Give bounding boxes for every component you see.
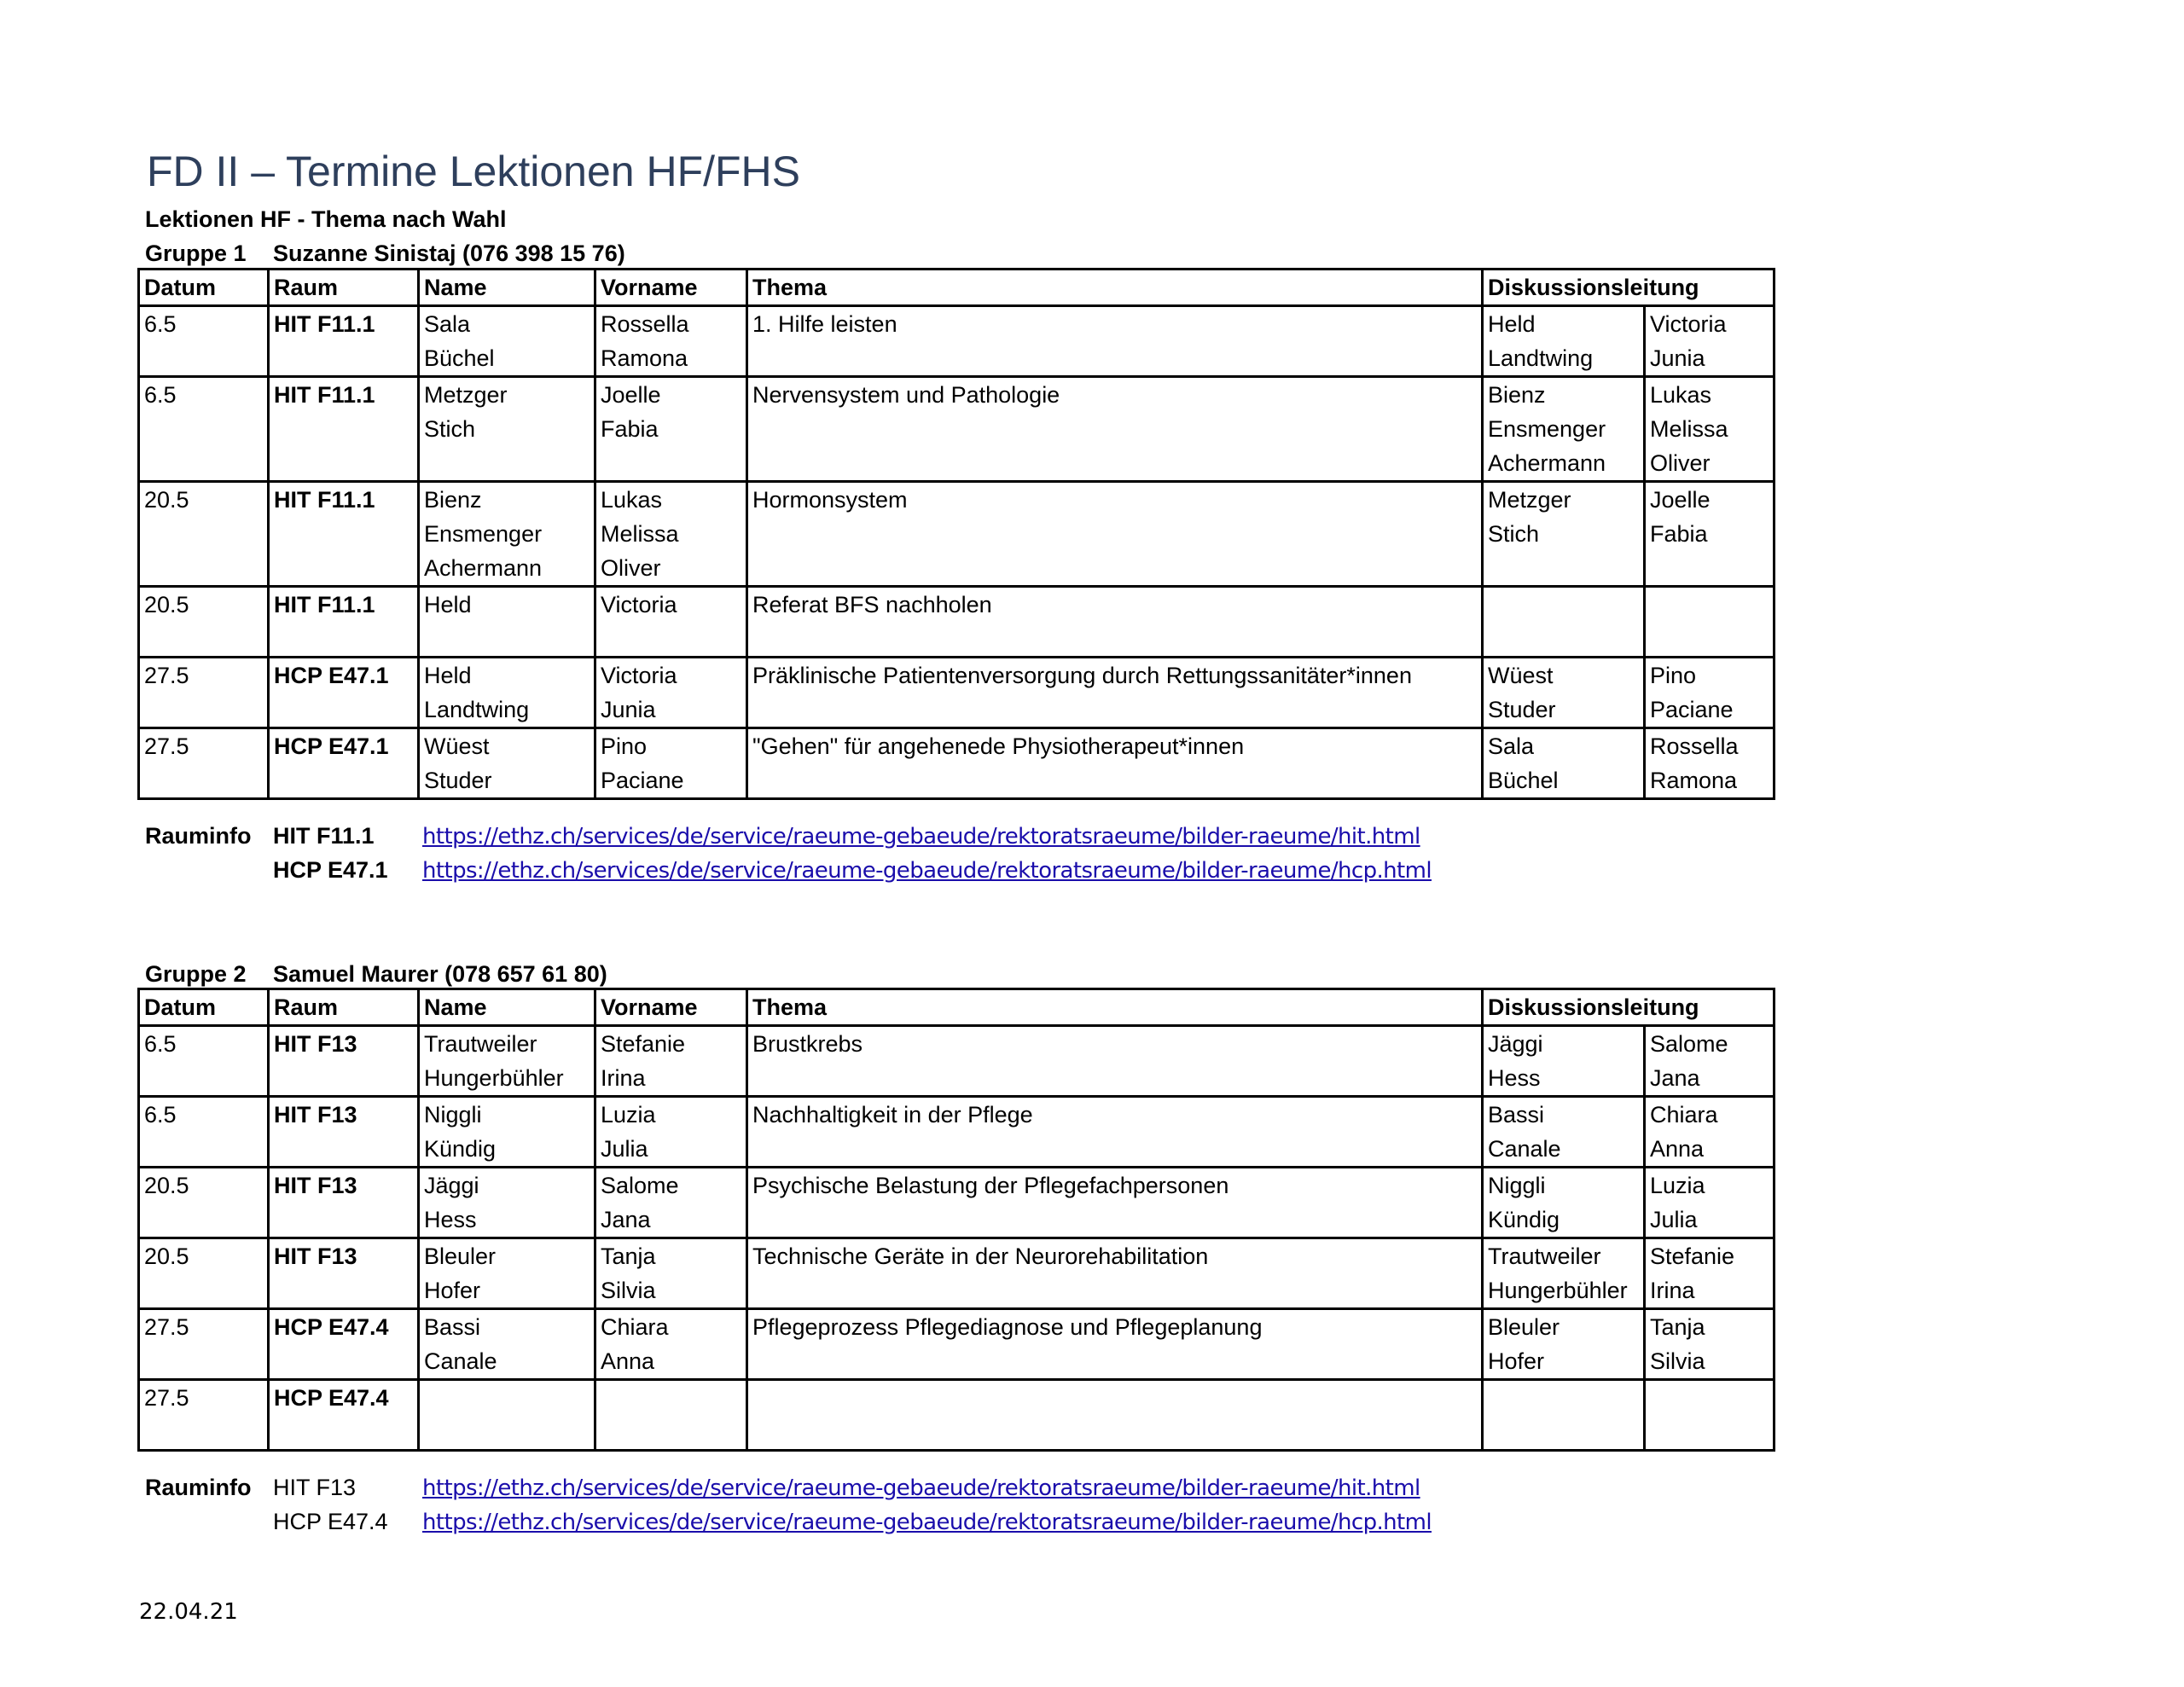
dl-name-value bbox=[1488, 588, 1639, 622]
name-value: Kündig bbox=[424, 1136, 497, 1162]
table-row bbox=[139, 1309, 1774, 1380]
rauminfo-label: Rauminfo bbox=[145, 823, 252, 849]
dl-name-value: Studer bbox=[1488, 697, 1556, 722]
col-header-thema: Thema bbox=[747, 989, 1483, 1026]
cell-datum bbox=[139, 658, 269, 728]
cell-vorname bbox=[595, 377, 747, 482]
dl-vorname-value: Lukas bbox=[1650, 382, 1712, 408]
cell-datum bbox=[139, 377, 269, 482]
spacer bbox=[144, 412, 263, 446]
name-value bbox=[424, 1415, 590, 1449]
cell-thema bbox=[747, 1097, 1483, 1168]
cell-dl-name bbox=[1483, 587, 1645, 658]
table-header-row bbox=[139, 989, 1774, 1026]
thema-value: Brustkrebs bbox=[752, 1031, 863, 1057]
col-header-vorname: Vorname bbox=[595, 989, 747, 1026]
vorname-value: Melissa bbox=[601, 521, 679, 547]
page-subtitle: Lektionen HF - Thema nach Wahl bbox=[145, 206, 507, 232]
raum-value: HCP E47.4 bbox=[274, 1314, 389, 1340]
col-header-diskussionsleitung: Diskussionsleitung bbox=[1483, 270, 1774, 306]
dl-vorname-value: Fabia bbox=[1650, 521, 1708, 547]
cell-dl-name bbox=[1483, 1097, 1645, 1168]
dl-name-value: Sala bbox=[1488, 733, 1535, 759]
thema-value: "Gehen" für angehenede Physiotherapeut*innen bbox=[752, 733, 1245, 759]
datum-value: 27.5 bbox=[144, 1385, 189, 1411]
vorname-value bbox=[601, 446, 741, 480]
dl-name-value: Achermann bbox=[1488, 450, 1606, 476]
vorname-value bbox=[601, 622, 741, 656]
name-value: Niggli bbox=[424, 1102, 482, 1128]
cell-name bbox=[419, 1309, 595, 1380]
vorname-value: Victoria bbox=[601, 592, 677, 617]
rauminfo-room: HIT F13 bbox=[273, 1475, 357, 1500]
col-header-thema: Thema bbox=[747, 270, 1483, 306]
cell-name bbox=[419, 482, 595, 587]
name-value: Jäggi bbox=[424, 1173, 479, 1198]
vorname-value: Jana bbox=[601, 1207, 651, 1232]
cell-vorname bbox=[595, 658, 747, 728]
raum-value: HCP E47.1 bbox=[274, 663, 389, 688]
dl-name-value bbox=[1488, 622, 1639, 656]
col-header-raum: Raum bbox=[269, 270, 419, 306]
table-row bbox=[139, 377, 1774, 482]
dl-name-value: Büchel bbox=[1488, 768, 1559, 793]
cell-raum bbox=[269, 482, 419, 587]
dl-name-value: Landtwing bbox=[1488, 345, 1594, 371]
cell-raum bbox=[269, 1238, 419, 1309]
raum-value: HIT F13 bbox=[274, 1031, 357, 1057]
spacer bbox=[144, 622, 263, 656]
vorname-value: Oliver bbox=[601, 555, 661, 581]
spacer bbox=[144, 1203, 263, 1237]
group-leader: Samuel Maurer (078 657 61 80) bbox=[273, 961, 607, 987]
cell-thema bbox=[747, 1026, 1483, 1097]
name-value: Held bbox=[424, 663, 472, 688]
name-value: Sala bbox=[424, 311, 471, 337]
cell-name bbox=[419, 1238, 595, 1309]
spacer bbox=[144, 1273, 263, 1307]
table-row bbox=[139, 482, 1774, 587]
thema-value: Präklinische Patientenversorgung durch Rettungssanitäter*innen bbox=[752, 663, 1412, 688]
vorname-value bbox=[601, 1415, 741, 1449]
cell-name bbox=[419, 1380, 595, 1451]
name-value: Bleuler bbox=[424, 1244, 497, 1269]
vorname-value: Junia bbox=[601, 697, 656, 722]
table-row bbox=[139, 728, 1774, 799]
raum-value: HIT F11.1 bbox=[274, 311, 375, 337]
col-header-name: Name bbox=[419, 270, 595, 306]
dl-vorname-value bbox=[1650, 1381, 1769, 1415]
vorname-value: Chiara bbox=[601, 1314, 669, 1340]
cell-dl-name bbox=[1483, 482, 1645, 587]
vorname-value: Paciane bbox=[601, 768, 684, 793]
cell-dl-name bbox=[1483, 1309, 1645, 1380]
spacer bbox=[144, 446, 263, 480]
table-row bbox=[139, 587, 1774, 658]
cell-dl-vorname bbox=[1645, 1168, 1774, 1238]
dl-name-value bbox=[1488, 1415, 1639, 1449]
table-row bbox=[139, 1168, 1774, 1238]
cell-dl-vorname bbox=[1645, 587, 1774, 658]
raum-value: HIT F13 bbox=[274, 1173, 357, 1198]
spacer bbox=[144, 1415, 263, 1449]
cell-thema bbox=[747, 1380, 1483, 1451]
dl-vorname-value bbox=[1650, 588, 1769, 622]
datum-value: 27.5 bbox=[144, 663, 189, 688]
table-header-row bbox=[139, 270, 1774, 306]
dl-name-value: Jäggi bbox=[1488, 1031, 1543, 1057]
spacer bbox=[144, 763, 263, 797]
footer-date: 22.04.21 bbox=[139, 1599, 238, 1625]
dl-vorname-value: Chiara bbox=[1650, 1102, 1718, 1128]
cell-datum bbox=[139, 482, 269, 587]
cell-dl-name bbox=[1483, 1168, 1645, 1238]
cell-name bbox=[419, 306, 595, 377]
vorname-value: Stefanie bbox=[601, 1031, 686, 1057]
name-value: Held bbox=[424, 592, 472, 617]
cell-dl-name bbox=[1483, 306, 1645, 377]
cell-vorname bbox=[595, 1238, 747, 1309]
dl-vorname-value: Pino bbox=[1650, 663, 1697, 688]
dl-vorname-value: Ramona bbox=[1650, 768, 1738, 793]
cell-vorname bbox=[595, 1026, 747, 1097]
spacer bbox=[144, 1061, 263, 1095]
thema-value: Technische Geräte in der Neurorehabilitation bbox=[752, 1244, 1209, 1269]
cell-vorname bbox=[595, 728, 747, 799]
rauminfo-label: Rauminfo bbox=[145, 1475, 252, 1500]
cell-datum bbox=[139, 1097, 269, 1168]
dl-name-value: Bienz bbox=[1488, 382, 1546, 408]
dl-name-value: Hungerbühler bbox=[1488, 1278, 1628, 1303]
cell-datum bbox=[139, 1238, 269, 1309]
dl-name-value: Trautweiler bbox=[1488, 1244, 1601, 1269]
col-header-diskussionsleitung: Diskussionsleitung bbox=[1483, 989, 1774, 1026]
cell-datum bbox=[139, 1380, 269, 1451]
thema-value: Hormonsystem bbox=[752, 487, 908, 513]
dl-vorname-value bbox=[1650, 551, 1769, 585]
cell-name bbox=[419, 658, 595, 728]
vorname-value: Fabia bbox=[601, 416, 659, 442]
dl-vorname-value: Junia bbox=[1650, 345, 1705, 371]
dl-name-value bbox=[1488, 551, 1639, 585]
cell-thema bbox=[747, 1238, 1483, 1309]
cell-vorname bbox=[595, 587, 747, 658]
dl-vorname-value: Rossella bbox=[1650, 733, 1739, 759]
cell-datum bbox=[139, 306, 269, 377]
rauminfo-row bbox=[145, 819, 1432, 853]
vorname-value: Victoria bbox=[601, 663, 677, 688]
raum-value: HIT F11.1 bbox=[274, 487, 375, 513]
vorname-value: Tanja bbox=[601, 1244, 656, 1269]
name-value: Ensmenger bbox=[424, 521, 543, 547]
group-2-heading bbox=[145, 961, 607, 988]
table-row bbox=[139, 306, 1774, 377]
raum-value: HIT F13 bbox=[274, 1102, 357, 1128]
dl-name-value: Bassi bbox=[1488, 1102, 1545, 1128]
spacer bbox=[144, 693, 263, 727]
name-value: Hofer bbox=[424, 1278, 481, 1303]
cell-dl-vorname bbox=[1645, 1238, 1774, 1309]
vorname-value bbox=[601, 1381, 741, 1415]
dl-vorname-value: Salome bbox=[1650, 1031, 1728, 1057]
thema-value: Nachhaltigkeit in der Pflege bbox=[752, 1102, 1033, 1128]
cell-dl-name bbox=[1483, 1026, 1645, 1097]
name-value: Achermann bbox=[424, 555, 543, 581]
name-value bbox=[424, 1381, 590, 1415]
cell-dl-name bbox=[1483, 1238, 1645, 1309]
name-value: Büchel bbox=[424, 345, 495, 371]
col-header-raum: Raum bbox=[269, 989, 419, 1026]
name-value: Studer bbox=[424, 768, 492, 793]
dl-name-value: Kündig bbox=[1488, 1207, 1560, 1232]
dl-vorname-value: Paciane bbox=[1650, 697, 1734, 722]
cell-raum bbox=[269, 728, 419, 799]
dl-vorname-value bbox=[1650, 1415, 1769, 1449]
rauminfo-row bbox=[145, 853, 1432, 887]
cell-raum bbox=[269, 1380, 419, 1451]
datum-value: 20.5 bbox=[144, 1173, 189, 1198]
dl-name-value: Metzger bbox=[1488, 487, 1571, 513]
dl-vorname-value: Irina bbox=[1650, 1278, 1695, 1303]
name-value: Canale bbox=[424, 1348, 497, 1374]
name-value: Metzger bbox=[424, 382, 508, 408]
cell-name bbox=[419, 377, 595, 482]
table-row bbox=[139, 1097, 1774, 1168]
name-value bbox=[424, 446, 590, 480]
cell-datum bbox=[139, 1168, 269, 1238]
spacer bbox=[144, 341, 263, 375]
cell-datum bbox=[139, 1309, 269, 1380]
col-header-name: Name bbox=[419, 989, 595, 1026]
dl-vorname-value: Julia bbox=[1650, 1207, 1698, 1232]
cell-name bbox=[419, 1168, 595, 1238]
cell-dl-vorname bbox=[1645, 1097, 1774, 1168]
datum-value: 20.5 bbox=[144, 487, 189, 513]
page-title: FD II – Termine Lektionen HF/FHS bbox=[147, 148, 801, 195]
rauminfo-room: HCP E47.1 bbox=[273, 857, 388, 883]
rauminfo-link[interactable]: https://ethz.ch/services/de/service/raeume-gebaeude/rektoratsraeume/bilder-raeume/hit.html bbox=[422, 1475, 1420, 1501]
cell-dl-vorname bbox=[1645, 728, 1774, 799]
raum-value: HIT F11.1 bbox=[274, 592, 375, 617]
cell-vorname bbox=[595, 1097, 747, 1168]
cell-vorname bbox=[595, 1168, 747, 1238]
schedule-table-group-1 bbox=[137, 268, 1775, 800]
dl-vorname-value: Silvia bbox=[1650, 1348, 1705, 1374]
dl-name-value: Hofer bbox=[1488, 1348, 1545, 1374]
dl-vorname-value: Oliver bbox=[1650, 450, 1711, 476]
cell-raum bbox=[269, 587, 419, 658]
cell-vorname bbox=[595, 1380, 747, 1451]
cell-raum bbox=[269, 1168, 419, 1238]
cell-thema bbox=[747, 306, 1483, 377]
rauminfo-row bbox=[145, 1504, 1432, 1539]
cell-datum bbox=[139, 728, 269, 799]
dl-vorname-value: Melissa bbox=[1650, 416, 1728, 442]
schedule-table-group-2 bbox=[137, 988, 1775, 1452]
vorname-value: Anna bbox=[601, 1348, 655, 1374]
dl-vorname-value bbox=[1650, 622, 1769, 656]
vorname-value: Silvia bbox=[601, 1278, 656, 1303]
datum-value: 27.5 bbox=[144, 733, 189, 759]
cell-dl-vorname bbox=[1645, 1026, 1774, 1097]
vorname-value: Irina bbox=[601, 1065, 646, 1091]
vorname-value: Julia bbox=[601, 1136, 648, 1162]
cell-raum bbox=[269, 1097, 419, 1168]
name-value: Trautweiler bbox=[424, 1031, 537, 1057]
name-value: Bassi bbox=[424, 1314, 481, 1340]
vorname-value: Joelle bbox=[601, 382, 661, 408]
spacer bbox=[144, 551, 263, 585]
col-header-datum: Datum bbox=[139, 989, 269, 1026]
cell-name bbox=[419, 728, 595, 799]
dl-name-value: Niggli bbox=[1488, 1173, 1546, 1198]
cell-dl-vorname bbox=[1645, 377, 1774, 482]
rauminfo-link[interactable]: https://ethz.ch/services/de/service/raeume-gebaeude/rektoratsraeume/bilder-raeume/hit.html bbox=[422, 824, 1420, 849]
cell-name bbox=[419, 1097, 595, 1168]
dl-vorname-value: Victoria bbox=[1650, 311, 1727, 337]
name-value: Wüest bbox=[424, 733, 490, 759]
datum-value: 6.5 bbox=[144, 311, 177, 337]
vorname-value: Lukas bbox=[601, 487, 663, 513]
dl-name-value: Stich bbox=[1488, 521, 1540, 547]
cell-dl-vorname bbox=[1645, 658, 1774, 728]
cell-raum bbox=[269, 1309, 419, 1380]
cell-raum bbox=[269, 306, 419, 377]
table-row bbox=[139, 1238, 1774, 1309]
name-value: Hess bbox=[424, 1207, 477, 1232]
cell-datum bbox=[139, 587, 269, 658]
group-1-heading bbox=[145, 241, 625, 267]
name-value: Stich bbox=[424, 416, 476, 442]
vorname-value: Ramona bbox=[601, 345, 688, 371]
cell-vorname bbox=[595, 306, 747, 377]
thema-value: 1. Hilfe leisten bbox=[752, 311, 897, 337]
dl-name-value: Wüest bbox=[1488, 663, 1554, 688]
cell-dl-name bbox=[1483, 1380, 1645, 1451]
cell-thema bbox=[747, 728, 1483, 799]
table-row bbox=[139, 658, 1774, 728]
rauminfo-row bbox=[145, 1470, 1432, 1504]
raum-value: HCP E47.4 bbox=[274, 1385, 389, 1411]
cell-dl-name bbox=[1483, 377, 1645, 482]
cell-thema bbox=[747, 587, 1483, 658]
cell-dl-vorname bbox=[1645, 1380, 1774, 1451]
thema-value: Referat BFS nachholen bbox=[752, 592, 992, 617]
group-label: Gruppe 1 bbox=[145, 241, 247, 266]
thema-value bbox=[752, 1381, 1477, 1415]
raum-value: HIT F11.1 bbox=[274, 382, 375, 408]
spacer bbox=[144, 517, 263, 551]
dl-vorname-value: Joelle bbox=[1650, 487, 1711, 513]
col-header-datum: Datum bbox=[139, 270, 269, 306]
cell-thema bbox=[747, 377, 1483, 482]
rauminfo-group-1 bbox=[145, 819, 1432, 887]
cell-raum bbox=[269, 1026, 419, 1097]
dl-name-value: Canale bbox=[1488, 1136, 1561, 1162]
cell-name bbox=[419, 587, 595, 658]
datum-value: 6.5 bbox=[144, 382, 177, 408]
vorname-value: Rossella bbox=[601, 311, 689, 337]
datum-value: 6.5 bbox=[144, 1031, 177, 1057]
cell-thema bbox=[747, 658, 1483, 728]
name-value: Landtwing bbox=[424, 697, 530, 722]
cell-dl-name bbox=[1483, 658, 1645, 728]
dl-name-value: Held bbox=[1488, 311, 1536, 337]
table-row bbox=[139, 1380, 1774, 1451]
cell-dl-vorname bbox=[1645, 482, 1774, 587]
dl-vorname-value: Tanja bbox=[1650, 1314, 1705, 1340]
group-leader: Suzanne Sinistaj (076 398 15 76) bbox=[273, 241, 625, 266]
vorname-value: Pino bbox=[601, 733, 648, 759]
datum-value: 20.5 bbox=[144, 592, 189, 617]
thema-value: Nervensystem und Pathologie bbox=[752, 382, 1060, 408]
dl-vorname-value: Stefanie bbox=[1650, 1244, 1735, 1269]
rauminfo-link[interactable]: https://ethz.ch/services/de/service/raeume-gebaeude/rektoratsraeume/bilder-raeume/hcp.html bbox=[422, 858, 1432, 884]
cell-thema bbox=[747, 482, 1483, 587]
spacer bbox=[144, 1344, 263, 1378]
cell-name bbox=[419, 1026, 595, 1097]
cell-dl-name bbox=[1483, 728, 1645, 799]
name-value: Hungerbühler bbox=[424, 1065, 564, 1091]
dl-name-value: Ensmenger bbox=[1488, 416, 1606, 442]
dl-name-value bbox=[1488, 1381, 1639, 1415]
cell-vorname bbox=[595, 482, 747, 587]
vorname-value: Luzia bbox=[601, 1102, 656, 1128]
name-value bbox=[424, 622, 590, 656]
dl-vorname-value: Luzia bbox=[1650, 1173, 1705, 1198]
cell-raum bbox=[269, 658, 419, 728]
cell-vorname bbox=[595, 1309, 747, 1380]
dl-vorname-value: Anna bbox=[1650, 1136, 1705, 1162]
cell-raum bbox=[269, 377, 419, 482]
rauminfo-link[interactable]: https://ethz.ch/services/de/service/raeume-gebaeude/rektoratsraeume/bilder-raeume/hcp.html bbox=[422, 1510, 1432, 1535]
cell-thema bbox=[747, 1168, 1483, 1238]
group-label: Gruppe 2 bbox=[145, 961, 247, 987]
rauminfo-room: HIT F11.1 bbox=[273, 823, 375, 849]
cell-dl-vorname bbox=[1645, 306, 1774, 377]
cell-dl-vorname bbox=[1645, 1309, 1774, 1380]
datum-value: 6.5 bbox=[144, 1102, 177, 1128]
rauminfo-group-2 bbox=[145, 1470, 1432, 1539]
table-row bbox=[139, 1026, 1774, 1097]
datum-value: 20.5 bbox=[144, 1244, 189, 1269]
dl-name-value: Hess bbox=[1488, 1065, 1541, 1091]
cell-datum bbox=[139, 1026, 269, 1097]
thema-value: Pflegeprozess Pflegediagnose und Pflegeplanung bbox=[752, 1314, 1263, 1340]
raum-value: HCP E47.1 bbox=[274, 733, 389, 759]
raum-value: HIT F13 bbox=[274, 1244, 357, 1269]
rauminfo-room: HCP E47.4 bbox=[273, 1509, 388, 1534]
cell-thema bbox=[747, 1309, 1483, 1380]
dl-vorname-value: Jana bbox=[1650, 1065, 1700, 1091]
thema-value: Psychische Belastung der Pflegefachpersonen bbox=[752, 1173, 1229, 1198]
datum-value: 27.5 bbox=[144, 1314, 189, 1340]
name-value: Bienz bbox=[424, 487, 482, 513]
dl-name-value: Bleuler bbox=[1488, 1314, 1560, 1340]
vorname-value: Salome bbox=[601, 1173, 679, 1198]
col-header-vorname: Vorname bbox=[595, 270, 747, 306]
spacer bbox=[144, 1132, 263, 1166]
